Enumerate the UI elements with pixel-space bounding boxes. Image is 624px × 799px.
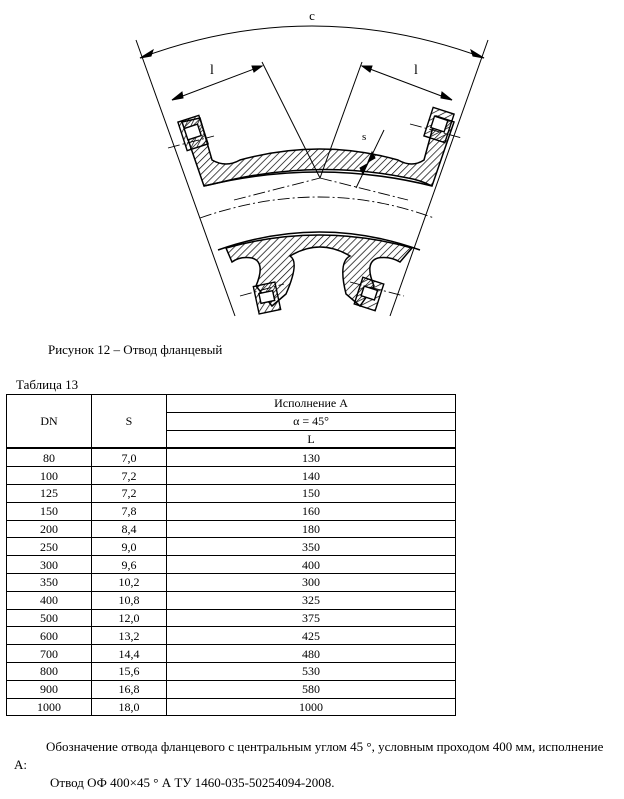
cell-s: 9,6 bbox=[92, 556, 167, 574]
lower-wall-section bbox=[218, 232, 420, 306]
header-length: L bbox=[167, 430, 456, 448]
cell-s: 7,8 bbox=[92, 502, 167, 520]
cell-l: 580 bbox=[167, 680, 456, 698]
table-row bbox=[7, 591, 456, 609]
cell-l: 425 bbox=[167, 627, 456, 645]
cell-dn: 350 bbox=[7, 573, 92, 591]
cell-s: 13,2 bbox=[92, 627, 167, 645]
cell-s: 9,0 bbox=[92, 538, 167, 556]
cell-dn: 200 bbox=[7, 520, 92, 538]
cell-l: 130 bbox=[167, 448, 456, 466]
cell-dn: 700 bbox=[7, 645, 92, 663]
table-row bbox=[7, 520, 456, 538]
cell-s: 14,4 bbox=[92, 645, 167, 663]
cell-l: 1000 bbox=[167, 698, 456, 716]
left-bottom-flange bbox=[253, 282, 280, 314]
table-row bbox=[7, 448, 456, 466]
cell-dn: 150 bbox=[7, 502, 92, 520]
designation-example: Отвод ОФ 400×45 ° А ТУ 1460-035-50254094-2008. bbox=[50, 775, 335, 790]
table-row bbox=[7, 467, 456, 485]
dimension-label-l-left: l bbox=[210, 63, 214, 78]
cell-l: 480 bbox=[167, 645, 456, 663]
cell-s: 7,2 bbox=[92, 467, 167, 485]
table-row bbox=[7, 662, 456, 680]
left-top-flange bbox=[178, 115, 208, 150]
table-row bbox=[7, 645, 456, 663]
flanged-elbow-drawing bbox=[0, 0, 624, 330]
cell-s: 7,2 bbox=[92, 484, 167, 502]
cell-l: 400 bbox=[167, 556, 456, 574]
header-variant: Исполнение А bbox=[167, 395, 456, 413]
cell-dn: 300 bbox=[7, 556, 92, 574]
dimension-label-l-right: l bbox=[414, 63, 418, 78]
table-row bbox=[7, 627, 456, 645]
cell-l: 530 bbox=[167, 662, 456, 680]
cell-s: 10,8 bbox=[92, 591, 167, 609]
cell-dn: 600 bbox=[7, 627, 92, 645]
table-row bbox=[7, 538, 456, 556]
table-row bbox=[7, 698, 456, 716]
cell-dn: 500 bbox=[7, 609, 92, 627]
cell-l: 300 bbox=[167, 573, 456, 591]
table-row bbox=[7, 502, 456, 520]
cell-dn: 80 bbox=[7, 448, 92, 466]
cell-l: 325 bbox=[167, 591, 456, 609]
table-title: Таблица 13 bbox=[16, 377, 79, 392]
cell-s: 12,0 bbox=[92, 609, 167, 627]
header-dn: DN bbox=[7, 395, 92, 449]
cell-l: 140 bbox=[167, 467, 456, 485]
cell-s: 15,6 bbox=[92, 662, 167, 680]
right-top-flange bbox=[424, 107, 454, 142]
designation-paragraph: Обозначение отвода фланцевого с центральным углом 45 °, условным проходом 400 мм, исполнение А: bbox=[14, 739, 604, 772]
dimension-label-s: s bbox=[362, 131, 367, 143]
cell-l: 350 bbox=[167, 538, 456, 556]
figure-caption: Рисунок 12 – Отвод фланцевый bbox=[48, 342, 223, 357]
table-row bbox=[7, 573, 456, 591]
table-row bbox=[7, 556, 456, 574]
table-row bbox=[7, 680, 456, 698]
designation-block bbox=[14, 738, 618, 792]
cell-dn: 800 bbox=[7, 662, 92, 680]
cell-l: 150 bbox=[167, 484, 456, 502]
table-row bbox=[7, 609, 456, 627]
cell-dn: 900 bbox=[7, 680, 92, 698]
cell-l: 160 bbox=[167, 502, 456, 520]
dimension-label-c: c bbox=[309, 8, 315, 23]
cell-dn: 400 bbox=[7, 591, 92, 609]
upper-wall-section bbox=[182, 116, 454, 186]
header-s: S bbox=[92, 395, 167, 449]
cell-dn: 125 bbox=[7, 484, 92, 502]
cell-s: 16,8 bbox=[92, 680, 167, 698]
cell-s: 8,4 bbox=[92, 520, 167, 538]
cell-dn: 1000 bbox=[7, 698, 92, 716]
cell-s: 18,0 bbox=[92, 698, 167, 716]
cell-l: 375 bbox=[167, 609, 456, 627]
cell-s: 10,2 bbox=[92, 573, 167, 591]
cell-dn: 100 bbox=[7, 467, 92, 485]
cell-l: 180 bbox=[167, 520, 456, 538]
dimensions-table bbox=[6, 394, 456, 716]
header-angle: α = 45° bbox=[167, 412, 456, 430]
table-row bbox=[7, 484, 456, 502]
cell-dn: 250 bbox=[7, 538, 92, 556]
cell-s: 7,0 bbox=[92, 448, 167, 466]
